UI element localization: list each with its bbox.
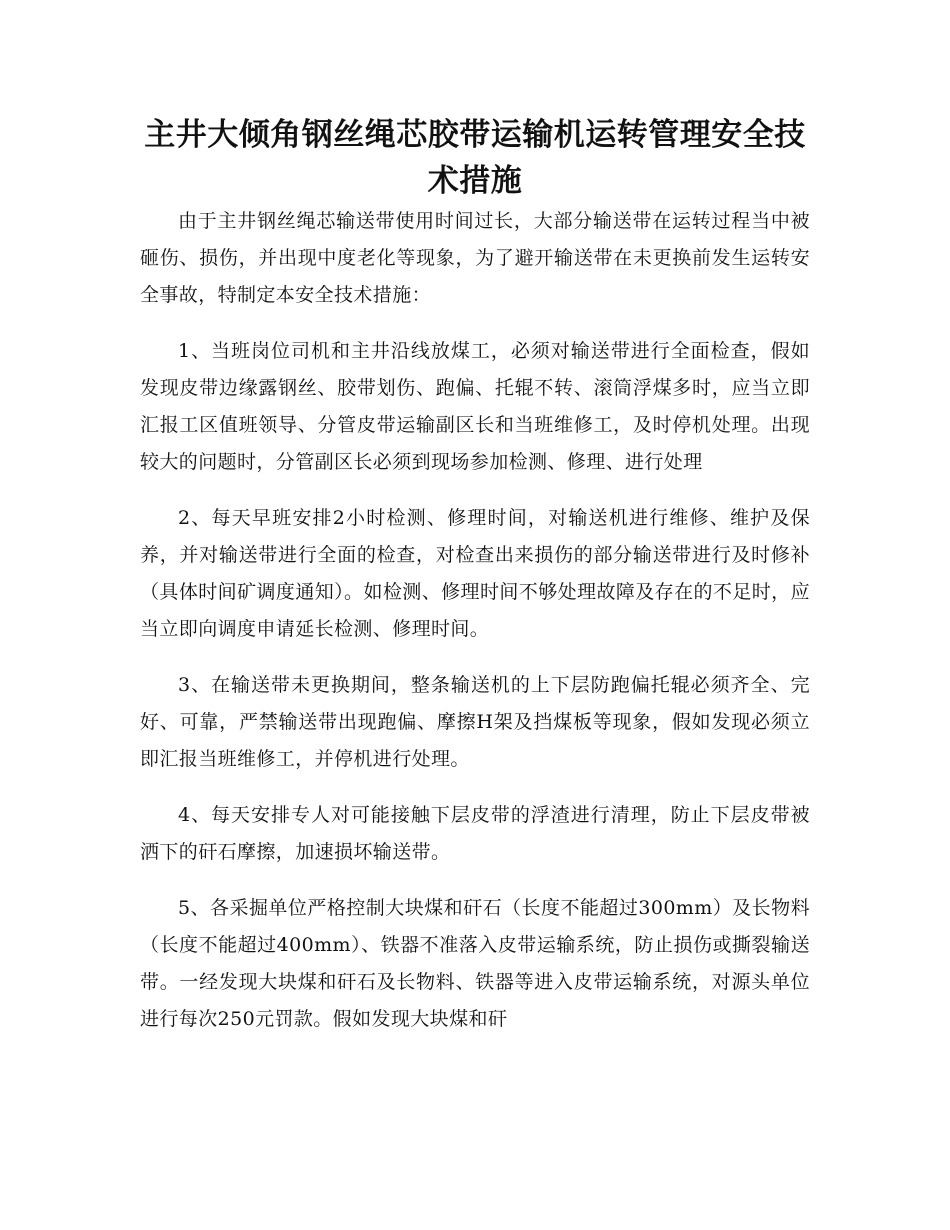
document-body <box>140 203 810 1057</box>
intro-paragraph: 由于主井钢丝绳芯输送带使用时间过长，大部分输送带在运转过程当中被砸伤、损伤，并出现中度老化等现象，为了避开输送带在未更换前发生运转安全事故，特制定本安全技术措施： <box>140 210 810 306</box>
measure-paragraph-5: 5、各采掘单位严格控制大块煤和矸石（长度不能超过300mm）及长物料（长度不能超过400mm）、铁器不准落入皮带运输系统，防止损伤或撕裂输送带。一经发现大块煤和矸石及长物料、铁器等进入皮带运输系统，对源头单位进行每次250元罚款。假如发现大块煤和矸 <box>140 897 810 1030</box>
measure-paragraph-3: 3、在输送带未更换期间，整条输送机的上下层防跑偏托辊必须齐全、完好、可靠，严禁输送带出现跑偏、摩擦H架及挡煤板等现象，假如发现必须立即汇报当班维修工，并停机进行处理。 <box>140 674 810 770</box>
measure-paragraph-4: 4、每天安排专人对可能接触下层皮带的浮渣进行清理，防止下层皮带被洒下的矸石摩擦，加速损坏输送带。 <box>140 804 810 863</box>
document-title: 主井大倾角钢丝绳芯胶带运输机运转管理安全技术措施 <box>144 117 806 199</box>
measure-paragraph-1: 1、当班岗位司机和主井沿线放煤工，必须对输送带进行全面检查，假如发现皮带边缘露钢丝、胶带划伤、跑偏、托辊不转、滚筒浮煤多时，应当立即汇报工区值班领导、分管皮带运输副区长和当班维修工，及时停机处理。出现较大的问题时，分管副区长必须到现场参加检测、修理、进行处理 <box>140 340 810 473</box>
measure-paragraph-2: 2、每天早班安排2小时检测、修理时间，对输送机进行维修、维护及保养，并对输送带进行全面的检查，对检查出来损伤的部分输送带进行及时修补（具体时间矿调度通知）。如检测、修理时间不够处理故障及存在的不足时，应当立即向调度申请延长检测、修理时间。 <box>140 507 810 640</box>
